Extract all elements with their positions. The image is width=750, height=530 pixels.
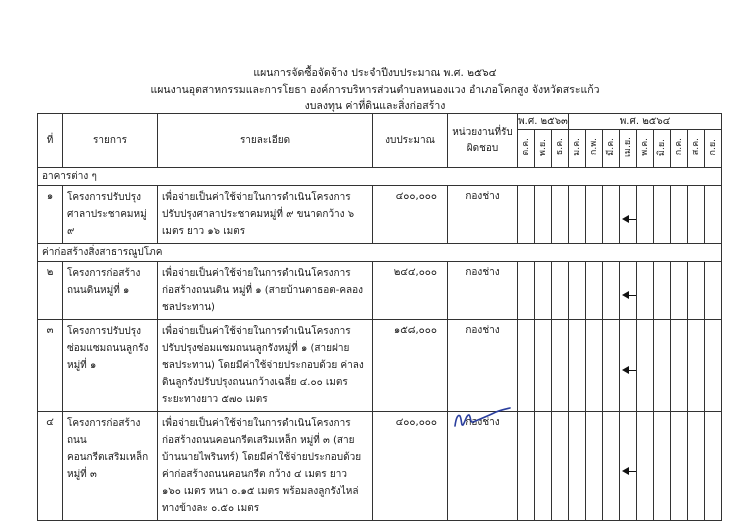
- month-cell: [586, 186, 603, 244]
- month-cell: [603, 186, 620, 244]
- month-cell: [552, 320, 569, 412]
- plan-title: แผนการจัดซื้อจัดจ้าง ประจำปีงบประมาณ พ.ศ. ๒๕๖๔: [253, 67, 497, 79]
- month-cell: [569, 262, 586, 320]
- section-row: [38, 168, 722, 186]
- month-cell: [637, 320, 654, 412]
- month-header: ธ.ค.: [552, 130, 569, 168]
- month-cell: [705, 186, 722, 244]
- schedule-arrow: [622, 215, 637, 224]
- project-detail: เพื่อจ่ายเป็นค่าใช้จ่ายในการดำเนินโครงการก่อสร้างถนนดิน หมู่ที่ ๑ (สายบ้านตาธอต-คลองชลประทาน): [158, 262, 373, 320]
- month-cell: [654, 412, 671, 521]
- month-cell: [603, 262, 620, 320]
- budget-category: งบลงทุน ค่าที่ดินและสิ่งก่อสร้าง: [304, 100, 446, 112]
- month-header: ก.ย.: [705, 130, 722, 168]
- row-number: ๓: [38, 320, 63, 412]
- col-header-detail: รายละเอียด: [158, 114, 373, 168]
- month-cell: [654, 186, 671, 244]
- table-row: [38, 262, 722, 320]
- month-cell: [535, 320, 552, 412]
- month-cell: [535, 262, 552, 320]
- month-header: พ.ค.: [637, 130, 654, 168]
- month-cell: [518, 186, 535, 244]
- month-cell: [671, 262, 688, 320]
- project-detail: เพื่อจ่ายเป็นค่าใช้จ่ายในการดำเนินโครงการปรับปรุงศาลาประชาคมหมู่ที่ ๙ ขนาดกว้าง ๖ เมตร ยาว ๑๖ เมตร: [158, 186, 373, 244]
- month-cell: [688, 412, 705, 521]
- row-number: ๒: [38, 262, 63, 320]
- responsible-agency: กองช่าง: [448, 186, 518, 244]
- responsible-agency: กองช่าง: [448, 412, 518, 521]
- section-row: [38, 244, 722, 262]
- section-title: ค่าก่อสร้างสิ่งสาธารณูปโภค: [38, 244, 722, 262]
- month-header: ก.ค.: [671, 130, 688, 168]
- responsible-agency: กองช่าง: [448, 262, 518, 320]
- project-detail: เพื่อจ่ายเป็นค่าใช้จ่ายในการดำเนินโครงการก่อสร้างถนนคอนกรีตเสริมเหล็ก หมู่ที่ ๓ (สายบ้านนายไพรินทร์) โดยมีค่าใช้จ่ายประกอบด้วย ค่าก่อสร้างถนนคอนกรีต กว้าง ๔ เมตร ยาว ๑๖๐ เมตร หนา ๐.๑๕ เมตร พร้อมลงลูกรังไหล่ทางข้างละ ๐.๕๐ เมตร: [158, 412, 373, 521]
- month-cell: [552, 412, 569, 521]
- procurement-plan-table: [37, 113, 722, 521]
- month-cell: [688, 262, 705, 320]
- col-header-budget: งบประมาณ: [373, 114, 448, 168]
- budget-amount: ๑๕๘,๐๐๐: [373, 320, 448, 412]
- month-header: ก.พ.: [586, 130, 603, 168]
- month-cell: [586, 320, 603, 412]
- month-cell: [518, 262, 535, 320]
- month-cell: [620, 186, 637, 244]
- table-row: [38, 412, 722, 521]
- col-header-item: รายการ: [63, 114, 158, 168]
- month-cell: [552, 186, 569, 244]
- month-cell: [552, 262, 569, 320]
- month-cell: [671, 320, 688, 412]
- month-cell: [620, 320, 637, 412]
- month-cell: [586, 262, 603, 320]
- month-cell: [637, 412, 654, 521]
- schedule-arrow: [622, 291, 637, 300]
- month-cell: [569, 186, 586, 244]
- month-header: พ.ย.: [535, 130, 552, 168]
- month-cell: [671, 412, 688, 521]
- project-detail: เพื่อจ่ายเป็นค่าใช้จ่ายในการดำเนินโครงการปรับปรุงซ่อมแซมถนนลูกรังหมู่ที่ ๑ (สายฝายชลประทาน) โดยมีค่าใช้จ่ายประกอบด้วย ค่าลงดินลูกรังปรับปรุงถนนกว้างเฉลี่ย ๔.๐๐ เมตร ระยะทางยาว ๕๗๐ เมตร: [158, 320, 373, 412]
- month-cell: [637, 262, 654, 320]
- month-cell: [535, 412, 552, 521]
- month-cell: [705, 320, 722, 412]
- row-number: ๔: [38, 412, 63, 521]
- col-header-year-2564: พ.ศ. ๒๕๖๔: [569, 114, 722, 130]
- month-cell: [569, 412, 586, 521]
- table-row: [38, 320, 722, 412]
- month-cell: [688, 320, 705, 412]
- col-header-year-2563: พ.ศ. ๒๕๖๓: [518, 114, 569, 130]
- schedule-arrow: [622, 467, 637, 476]
- project-name: โครงการก่อสร้างถนนคอนกรีตเสริมเหล็กหมู่ที่ ๓: [63, 412, 158, 521]
- month-cell: [603, 320, 620, 412]
- month-cell: [535, 186, 552, 244]
- month-cell: [654, 262, 671, 320]
- col-header-no: ที่: [38, 114, 63, 168]
- month-cell: [586, 412, 603, 521]
- month-cell: [671, 186, 688, 244]
- budget-amount: ๒๔๔,๐๐๐: [373, 262, 448, 320]
- month-cell: [518, 412, 535, 521]
- plan-subtitle: แผนงานอุตสาหกรรมและการโยธา องค์การบริหารส่วนตำบลหนองแวง อำเภอโคกสูง จังหวัดสระแก้ว: [150, 84, 600, 96]
- month-cell: [620, 262, 637, 320]
- month-cell: [705, 412, 722, 521]
- project-name: โครงการก่อสร้างถนนดินหมู่ที่ ๑: [63, 262, 158, 320]
- month-cell: [705, 262, 722, 320]
- month-header: มี.ค.: [603, 130, 620, 168]
- responsible-agency: กองช่าง: [448, 320, 518, 412]
- month-cell: [620, 412, 637, 521]
- signature-mark: [452, 400, 512, 430]
- table-row: [38, 186, 722, 244]
- month-cell: [637, 186, 654, 244]
- month-header: ส.ค.: [688, 130, 705, 168]
- month-cell: [518, 320, 535, 412]
- month-header: ต.ค.: [518, 130, 535, 168]
- month-cell: [688, 186, 705, 244]
- project-name: โครงการปรับปรุงศาลาประชาคมหมู่ ๙: [63, 186, 158, 244]
- budget-amount: ๔๐๐,๐๐๐: [373, 412, 448, 521]
- row-number: ๑: [38, 186, 63, 244]
- section-title: อาคารต่าง ๆ: [38, 168, 722, 186]
- schedule-arrow: [622, 366, 637, 375]
- project-name: โครงการปรับปรุงซ่อมแซมถนนลูกรังหมู่ที่ ๑: [63, 320, 158, 412]
- month-header: มิ.ย.: [654, 130, 671, 168]
- month-cell: [603, 412, 620, 521]
- budget-amount: ๔๐๐,๐๐๐: [373, 186, 448, 244]
- month-cell: [569, 320, 586, 412]
- month-cell: [654, 320, 671, 412]
- month-header: เม.ย.: [620, 130, 637, 168]
- col-header-agency: หน่วยงานที่รับผิดชอบ: [448, 114, 518, 168]
- month-header: ม.ค.: [569, 130, 586, 168]
